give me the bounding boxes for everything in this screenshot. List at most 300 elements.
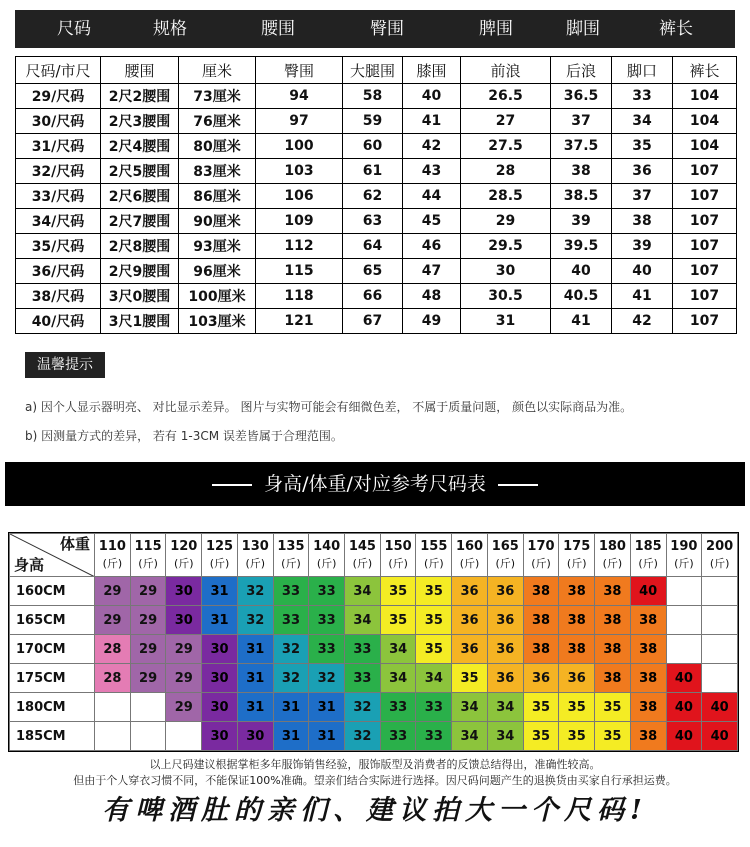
size-cell: 39	[551, 209, 612, 234]
size-cell: 35	[523, 722, 559, 751]
size-cell: 48	[403, 284, 461, 309]
size-cell: 32	[309, 664, 345, 693]
weight-header	[523, 534, 559, 577]
size-table	[15, 56, 737, 334]
weight-unit: (斤)	[281, 557, 301, 570]
size-cell: 34	[345, 606, 381, 635]
size-cell: 2尺4腰围	[101, 134, 179, 159]
size-cell: 104	[673, 134, 737, 159]
size-cell: 35	[612, 134, 673, 159]
weight-unit: (斤)	[602, 557, 623, 570]
size-cell: 93厘米	[179, 234, 256, 259]
size-cell: 38	[595, 577, 631, 606]
size-cell: 65	[343, 259, 403, 284]
size-cell: 35	[595, 722, 631, 751]
weight-header	[630, 534, 666, 577]
size-cell: 35	[452, 664, 488, 693]
weight-value: 185	[634, 539, 662, 554]
size-cell: 2尺8腰围	[101, 234, 179, 259]
weight-header	[416, 534, 452, 577]
size-cell: 38	[559, 577, 595, 606]
size-cell: 39.5	[551, 234, 612, 259]
size-cell: 37.5	[551, 134, 612, 159]
size-cell: 34/尺码	[16, 209, 101, 234]
size-cell: 96厘米	[179, 259, 256, 284]
weight-unit: (斤)	[245, 557, 266, 570]
size-cell: 33	[416, 722, 452, 751]
size-cell: 35	[523, 693, 559, 722]
hw-row	[10, 635, 738, 664]
size-cell	[666, 635, 702, 664]
weight-unit: (斤)	[174, 557, 194, 570]
size-cell: 107	[673, 184, 737, 209]
size-cell: 38	[559, 635, 595, 664]
weight-value: 110	[98, 539, 126, 554]
size-cell: 40	[666, 722, 702, 751]
size-cell: 38.5	[551, 184, 612, 209]
weight-value: 175	[563, 539, 591, 554]
weight-header	[702, 534, 738, 577]
size-cell: 38	[595, 664, 631, 693]
size-cell: 38	[630, 722, 666, 751]
size-cell: 28.5	[461, 184, 551, 209]
size-cell: 38	[630, 635, 666, 664]
size-row	[16, 209, 737, 234]
size-cell: 31	[237, 693, 273, 722]
weight-value: 150	[384, 539, 412, 554]
size-cell: 40	[666, 693, 702, 722]
weight-value: 165	[491, 539, 519, 554]
size-cell: 34	[380, 635, 416, 664]
weight-header	[452, 534, 488, 577]
size-cell: 30	[202, 635, 238, 664]
size-cell: 32/尺码	[16, 159, 101, 184]
weight-header	[130, 534, 166, 577]
size-cell: 47	[403, 259, 461, 284]
size-cell: 115	[256, 259, 343, 284]
corner-height-label: 身高	[14, 556, 45, 574]
weight-header	[166, 534, 202, 577]
size-cell: 35	[595, 693, 631, 722]
size-cell: 44	[403, 184, 461, 209]
size-cell: 38	[630, 693, 666, 722]
size-cell: 36/尺码	[16, 259, 101, 284]
size-row	[16, 284, 737, 309]
size-cell: 66	[343, 284, 403, 309]
size-cell: 34	[452, 722, 488, 751]
size-cell: 30	[166, 606, 202, 635]
size-cell: 30	[202, 722, 238, 751]
height-label: 175CM	[10, 664, 95, 693]
size-cell: 29	[130, 664, 166, 693]
weight-unit: (斤)	[424, 557, 444, 570]
size-cell: 29	[130, 635, 166, 664]
size-cell: 29	[95, 606, 131, 635]
tip-line-a: a) 因个人显示器明亮、 对比显示差异。 图片与实物可能会有细微色差， 不属于质量问题， 颜色以实际商品为准。	[25, 400, 633, 414]
weight-header	[273, 534, 309, 577]
size-cell	[666, 577, 702, 606]
header-label: 脾围	[479, 19, 513, 39]
weight-unit: (斤)	[495, 557, 516, 570]
size-cell: 27.5	[461, 134, 551, 159]
size-cell: 40	[702, 693, 738, 722]
column-header: 脚口	[612, 57, 673, 84]
size-cell: 36	[487, 606, 523, 635]
size-cell: 31	[202, 577, 238, 606]
weight-unit: (斤)	[102, 557, 123, 570]
hw-row	[10, 722, 738, 751]
size-cell: 90厘米	[179, 209, 256, 234]
size-cell: 36	[452, 635, 488, 664]
size-cell: 100	[256, 134, 343, 159]
size-cell: 34	[487, 693, 523, 722]
size-cell: 29	[130, 577, 166, 606]
tips-label: 温馨提示	[25, 352, 105, 378]
size-cell: 31	[202, 606, 238, 635]
weight-value: 190	[670, 539, 698, 554]
size-cell: 41	[551, 309, 612, 334]
size-cell: 33	[345, 635, 381, 664]
size-cell	[130, 693, 166, 722]
size-cell: 30	[461, 259, 551, 284]
size-header-bar	[15, 10, 735, 48]
size-cell: 106	[256, 184, 343, 209]
weight-value: 160	[455, 539, 484, 554]
size-cell	[130, 722, 166, 751]
weight-value: 140	[313, 539, 341, 554]
hw-table	[9, 533, 738, 751]
size-cell: 33	[345, 664, 381, 693]
weight-unit: (斤)	[566, 557, 587, 570]
size-cell: 33	[612, 84, 673, 109]
size-cell: 30.5	[461, 284, 551, 309]
size-cell: 35	[416, 577, 452, 606]
size-cell: 40	[612, 259, 673, 284]
size-cell: 33	[309, 577, 345, 606]
hw-row	[10, 577, 738, 606]
weight-unit: (斤)	[388, 557, 408, 570]
size-cell: 33	[380, 693, 416, 722]
size-cell: 38	[551, 159, 612, 184]
size-cell: 40	[551, 259, 612, 284]
size-cell: 37	[551, 109, 612, 134]
weight-header	[559, 534, 595, 577]
size-cell: 34	[380, 664, 416, 693]
size-cell: 35	[559, 722, 595, 751]
column-header: 臀围	[256, 57, 343, 84]
size-cell: 33	[416, 693, 452, 722]
height-label: 160CM	[10, 577, 95, 606]
size-cell: 36	[487, 635, 523, 664]
weight-value: 170	[527, 539, 555, 554]
size-cell: 62	[343, 184, 403, 209]
hw-row	[10, 606, 738, 635]
size-cell: 112	[256, 234, 343, 259]
size-cell: 40	[630, 577, 666, 606]
weight-header	[202, 534, 238, 577]
column-header: 后浪	[551, 57, 612, 84]
size-cell: 34	[345, 577, 381, 606]
size-cell: 121	[256, 309, 343, 334]
size-table-header	[16, 57, 737, 84]
weight-header	[595, 534, 631, 577]
size-cell: 40/尺码	[16, 309, 101, 334]
weight-header	[487, 534, 523, 577]
size-cell: 2尺2腰围	[101, 84, 179, 109]
size-cell	[166, 722, 202, 751]
weight-unit: (斤)	[674, 557, 694, 570]
size-cell: 29	[166, 635, 202, 664]
size-cell: 2尺5腰围	[101, 159, 179, 184]
size-cell: 104	[673, 109, 737, 134]
size-cell: 64	[343, 234, 403, 259]
weight-value: 200	[706, 539, 734, 554]
size-cell: 31	[273, 722, 309, 751]
size-cell: 63	[343, 209, 403, 234]
size-cell: 49	[403, 309, 461, 334]
size-cell: 36	[559, 664, 595, 693]
hw-row	[10, 693, 738, 722]
size-cell: 28	[95, 635, 131, 664]
size-cell: 76厘米	[179, 109, 256, 134]
size-cell: 29	[166, 693, 202, 722]
size-cell: 107	[673, 284, 737, 309]
size-cell: 29	[166, 664, 202, 693]
size-cell: 33/尺码	[16, 184, 101, 209]
size-cell: 41	[612, 284, 673, 309]
size-cell: 26.5	[461, 84, 551, 109]
size-cell: 83厘米	[179, 159, 256, 184]
weight-header	[95, 534, 131, 577]
size-cell: 59	[343, 109, 403, 134]
size-cell: 2尺3腰围	[101, 109, 179, 134]
header-label: 脚围	[566, 19, 600, 39]
size-cell: 31	[273, 693, 309, 722]
size-cell	[702, 664, 738, 693]
size-row	[16, 309, 737, 334]
size-cell: 36	[452, 577, 488, 606]
column-header: 膝围	[403, 57, 461, 84]
size-cell: 40	[403, 84, 461, 109]
column-header: 厘米	[179, 57, 256, 84]
size-cell: 39	[612, 234, 673, 259]
header-label: 腰围	[261, 19, 295, 39]
column-header: 腰围	[101, 57, 179, 84]
size-cell: 104	[673, 84, 737, 109]
size-cell: 32	[273, 635, 309, 664]
weight-unit: (斤)	[459, 557, 480, 570]
header-label: 臀围	[370, 19, 404, 39]
size-cell: 2尺7腰围	[101, 209, 179, 234]
weight-value: 135	[277, 539, 305, 554]
size-cell: 73厘米	[179, 84, 256, 109]
weight-unit: (斤)	[138, 557, 158, 570]
size-cell: 29	[95, 577, 131, 606]
size-cell: 36	[612, 159, 673, 184]
size-cell: 34	[487, 722, 523, 751]
size-cell	[666, 606, 702, 635]
weight-unit: (斤)	[316, 557, 337, 570]
weight-value: 155	[420, 539, 448, 554]
size-cell: 31	[237, 635, 273, 664]
size-cell: 107	[673, 209, 737, 234]
size-cell: 30	[237, 722, 273, 751]
size-cell	[95, 722, 131, 751]
weight-header	[309, 534, 345, 577]
size-cell: 33	[380, 722, 416, 751]
hw-row	[10, 664, 738, 693]
size-cell: 38	[630, 606, 666, 635]
size-cell: 40	[666, 664, 702, 693]
size-cell: 61	[343, 159, 403, 184]
size-cell	[702, 606, 738, 635]
size-cell: 34	[452, 693, 488, 722]
weight-unit: (斤)	[352, 557, 373, 570]
size-cell: 94	[256, 84, 343, 109]
weight-header	[345, 534, 381, 577]
column-header: 裤长	[673, 57, 737, 84]
size-cell: 36	[487, 664, 523, 693]
size-cell: 30/尺码	[16, 109, 101, 134]
size-cell: 107	[673, 259, 737, 284]
height-label: 170CM	[10, 635, 95, 664]
size-cell: 103厘米	[179, 309, 256, 334]
weight-value: 125	[205, 539, 234, 554]
size-cell: 100厘米	[179, 284, 256, 309]
size-cell: 80厘米	[179, 134, 256, 159]
size-cell: 38	[523, 577, 559, 606]
height-label: 165CM	[10, 606, 95, 635]
size-cell: 118	[256, 284, 343, 309]
size-cell: 31	[309, 693, 345, 722]
size-cell: 38	[595, 606, 631, 635]
size-cell: 97	[256, 109, 343, 134]
corner-cell	[10, 534, 95, 577]
size-cell: 30	[202, 693, 238, 722]
size-cell: 31	[461, 309, 551, 334]
size-cell: 38	[523, 635, 559, 664]
weight-header	[666, 534, 702, 577]
size-cell: 36	[452, 606, 488, 635]
size-cell: 67	[343, 309, 403, 334]
column-header: 前浪	[461, 57, 551, 84]
size-cell: 31/尺码	[16, 134, 101, 159]
size-cell: 29	[461, 209, 551, 234]
size-cell: 86厘米	[179, 184, 256, 209]
size-cell: 31	[309, 722, 345, 751]
size-cell: 109	[256, 209, 343, 234]
size-cell: 41	[403, 109, 461, 134]
column-header: 尺码/市尺	[16, 57, 101, 84]
size-cell: 32	[273, 664, 309, 693]
size-cell: 32	[345, 722, 381, 751]
size-cell: 30	[202, 664, 238, 693]
size-row	[16, 109, 737, 134]
weight-unit: (斤)	[531, 557, 551, 570]
weight-value: 145	[348, 539, 376, 554]
size-cell: 2尺9腰围	[101, 259, 179, 284]
size-row	[16, 84, 737, 109]
header-label: 尺码	[57, 19, 91, 39]
size-cell: 3尺1腰围	[101, 309, 179, 334]
size-cell: 29.5	[461, 234, 551, 259]
size-row	[16, 134, 737, 159]
weight-unit: (斤)	[209, 557, 230, 570]
size-cell: 107	[673, 234, 737, 259]
weight-value: 130	[241, 539, 269, 554]
weight-header	[380, 534, 416, 577]
size-cell: 29/尺码	[16, 84, 101, 109]
size-cell: 35	[416, 635, 452, 664]
column-header: 大腿围	[343, 57, 403, 84]
weight-header	[237, 534, 273, 577]
size-cell: 33	[273, 577, 309, 606]
header-label: 规格	[153, 19, 187, 39]
size-cell: 60	[343, 134, 403, 159]
banner-dash-right	[498, 484, 538, 486]
weight-value: 180	[598, 539, 626, 554]
size-cell: 29	[130, 606, 166, 635]
footer-slogan: 有啤酒肚的亲们、建议拍大一个尺码!	[102, 795, 648, 826]
size-cell: 35/尺码	[16, 234, 101, 259]
size-cell: 36.5	[551, 84, 612, 109]
size-cell: 58	[343, 84, 403, 109]
size-cell	[95, 693, 131, 722]
size-cell: 103	[256, 159, 343, 184]
size-cell: 35	[416, 606, 452, 635]
size-cell: 32	[345, 693, 381, 722]
hw-chart	[8, 532, 739, 752]
size-row	[16, 184, 737, 209]
size-cell: 33	[309, 606, 345, 635]
size-cell: 2尺6腰围	[101, 184, 179, 209]
size-cell: 35	[559, 693, 595, 722]
size-cell: 107	[673, 159, 737, 184]
size-cell: 30	[166, 577, 202, 606]
size-cell: 42	[612, 309, 673, 334]
size-cell: 37	[612, 184, 673, 209]
size-row	[16, 159, 737, 184]
size-cell: 45	[403, 209, 461, 234]
size-cell: 31	[237, 664, 273, 693]
size-cell	[702, 577, 738, 606]
size-cell: 28	[461, 159, 551, 184]
size-cell: 33	[309, 635, 345, 664]
footer-line-2: 但由于个人穿衣习惯不同，不能保证100%准确。望亲们结合实际进行选择。因尺码问题产生的退换货由买家自行承担运费。	[73, 774, 677, 787]
size-cell: 46	[403, 234, 461, 259]
hw-chart-banner	[5, 462, 745, 506]
size-cell: 34	[416, 664, 452, 693]
size-cell	[702, 635, 738, 664]
size-cell: 32	[237, 606, 273, 635]
corner-weight-label: 体重	[59, 535, 90, 553]
size-cell: 38	[612, 209, 673, 234]
size-row	[16, 234, 737, 259]
weight-value: 115	[134, 539, 162, 554]
footer-line-1: 以上尺码建议根据掌柜多年服饰销售经验，服饰版型及消费者的反馈总结得出，准确性较高。	[149, 758, 601, 771]
weight-unit: (斤)	[638, 557, 658, 570]
size-cell: 38	[523, 606, 559, 635]
hw-header-row	[10, 534, 738, 577]
size-row	[16, 259, 737, 284]
size-cell: 28	[95, 664, 131, 693]
size-cell: 34	[612, 109, 673, 134]
height-label: 180CM	[10, 693, 95, 722]
tip-line-b: b) 因测量方式的差异， 若有 1-3CM 误差皆属于合理范围。	[25, 429, 343, 443]
size-cell: 35	[380, 577, 416, 606]
size-cell: 38	[630, 664, 666, 693]
size-cell: 38/尺码	[16, 284, 101, 309]
